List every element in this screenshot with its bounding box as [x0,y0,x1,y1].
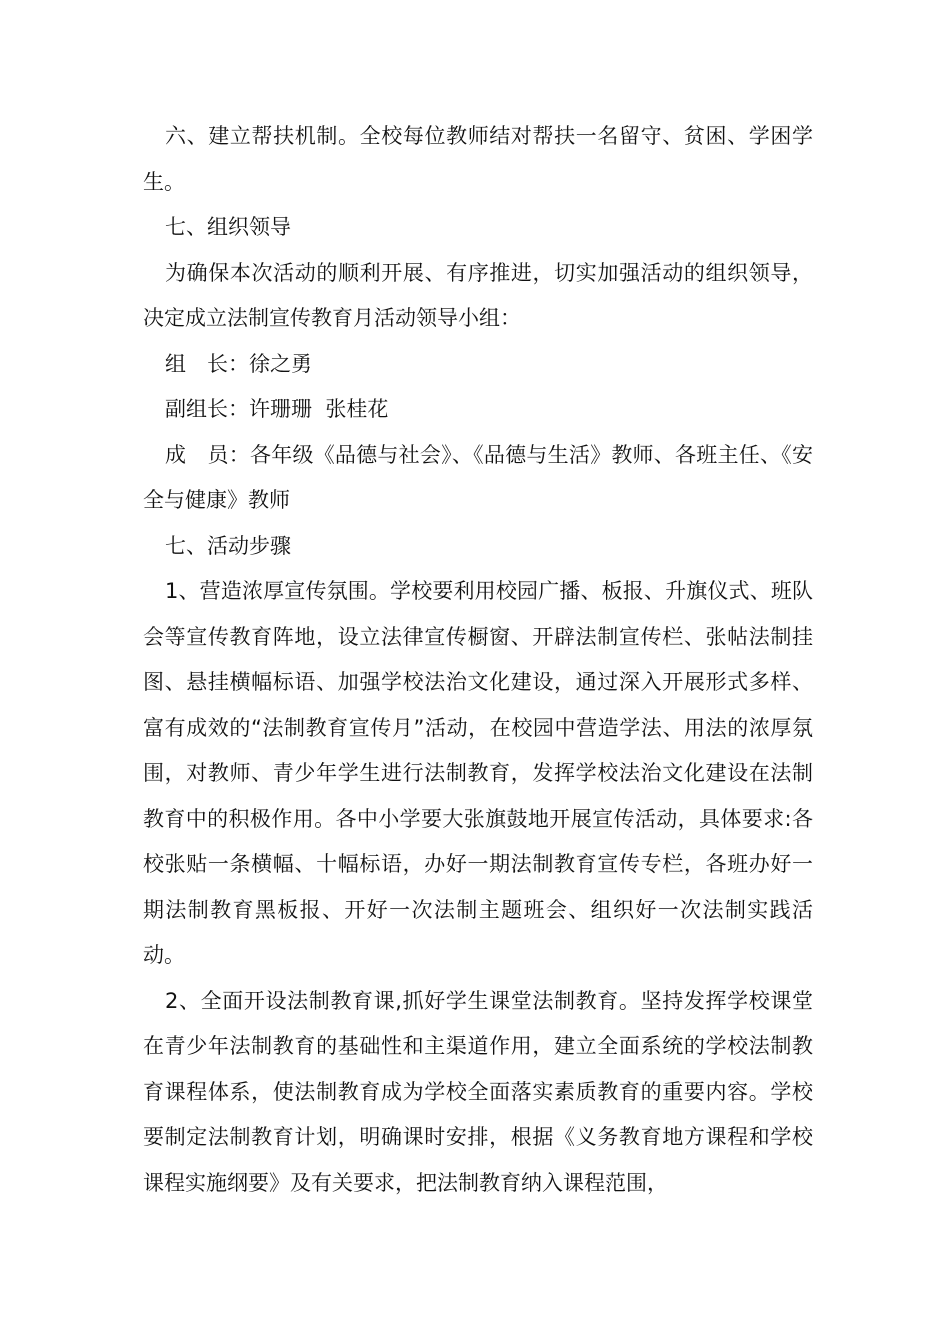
paragraph-leadership-group: 为确保本次活动的顺利开展、有序推进，切实加强活动的组织领导，决定成立法制宣传教育月活动领导小组： [143,260,813,330]
deputy-leader-line: 副组长：许珊珊 张桂花 [165,397,389,421]
paragraph-step-2: 2、全面开设法制教育课,抓好学生课堂法制教育。坚持发挥学校课堂在青少年法制教育的基础性和主渠道作用，建立全面系统的学校法制教育课程体系，使法制教育成为学校全面落实素质教育的重要内容。学校要制定法制教育计划，明确课时安排，根据《义务教育地方课程和学校课程实施纲要》及有关要求，把法制教育纳入课程范围， [143,988,813,1195]
heading-organization-leadership: 七、组织领导 [165,215,291,239]
paragraph-mentoring-mechanism: 六、建立帮扶机制。全校每位教师结对帮扶一名留守、贫困、学困学生。 [143,124,813,194]
members-line: 成 员：各年级《品德与社会》、《品德与生活》教师、各班主任、《安全与健康》教师 [143,442,813,512]
paragraph-step-1: 1、营造浓厚宣传氛围。学校要利用校园广播、板报、升旗仪式、班队会等宣传教育阵地，设立法律宣传橱窗、开辟法制宣传栏、张帖法制挂图、悬挂横幅标语、加强学校法治文化建设，通过深入开展形式多样、富有成效的“法制教育宣传月”活动，在校园中营造学法、用法的浓厚氛围，对教师、青少年学生进行法制教育，发挥学校法治文化建设在法制教育中的积极作用。各中小学要大张旗鼓地开展宣传活动，具体要求:各校张贴一条横幅、十幅标语，办好一期法制教育宣传专栏，各班办好一期法制教育黑板报、开好一次法制主题班会、组织好一次法制实践活动。 [143,579,813,967]
heading-activity-steps: 七、活动步骤 [165,533,291,558]
document-body [143,114,813,1206]
group-leader-line: 组 长：徐之勇 [165,351,312,376]
